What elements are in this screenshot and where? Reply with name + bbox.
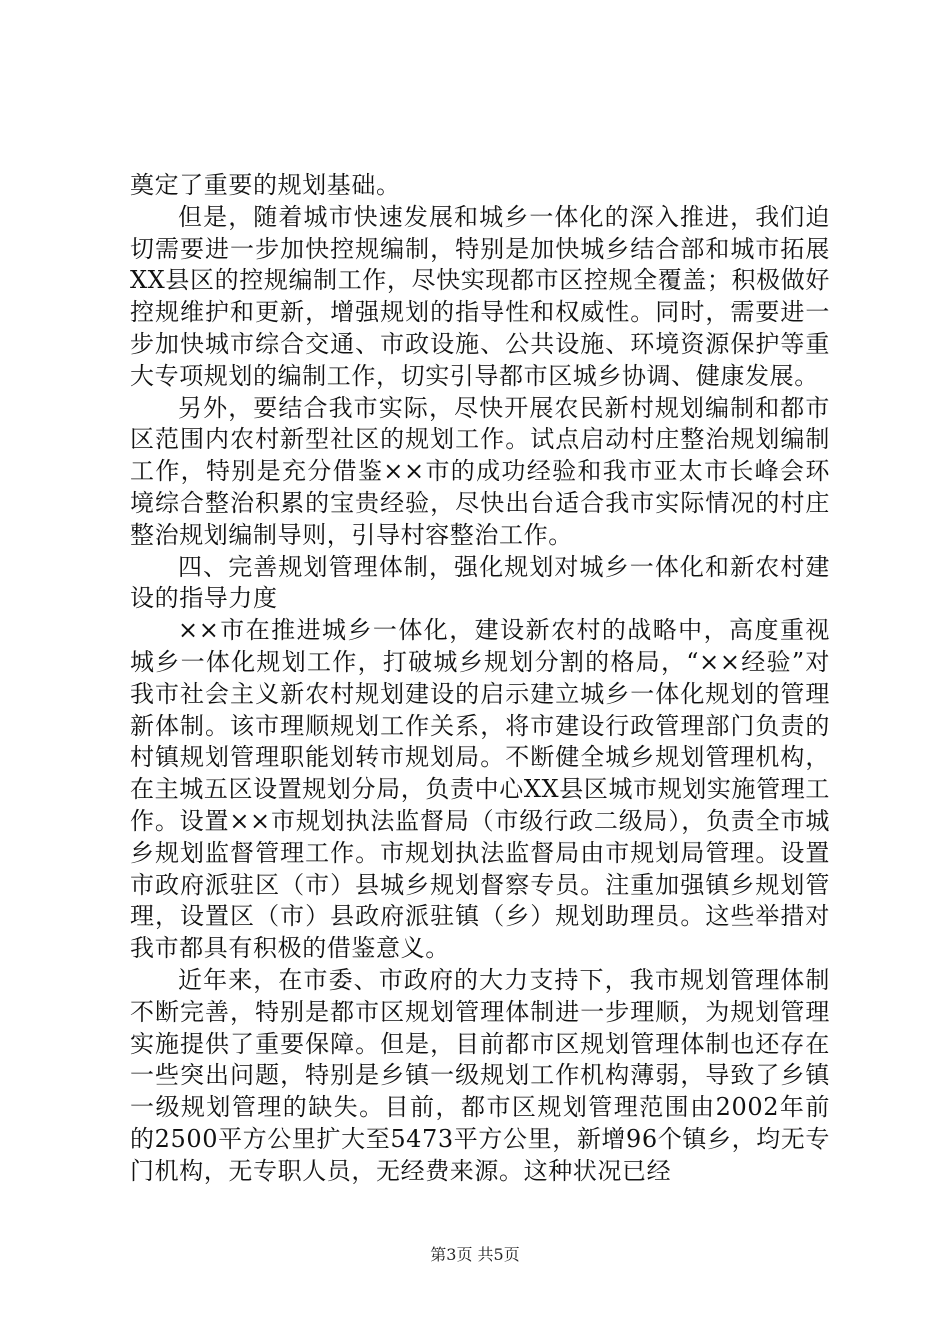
page-number-footer: 第3页 共5页: [430, 1245, 520, 1264]
paragraph-recent-years: 近年来，在市委、市政府的大力支持下，我市规划管理体制不断完善，特别是都市区规划管理体制进一步理顺，为规划管理实施提供了重要保障。但是，目前都市区规划管理体制也还存在一些突出问题，特别是乡镇一级规划工作机构薄弱，导致了乡镇一级规划管理的缺失。目前，都市区规划管理范围由2002年前的2500平方公里扩大至5473平方公里，新增96个镇乡，均无专门机构，无专职人员，无经费来源。这种状况已经: [130, 965, 830, 1185]
paragraph-village-planning: 另外，要结合我市实际，尽快开展农民新村规划编制和都市区范围内农村新型社区的规划工作。试点启动村庄整治规划编制工作，特别是充分借鉴××市的成功经验和我市亚太市长峰会环境综合整治积累的宝贵经验，尽快出台适合我市实际情况的村庄整治规划编制导则，引导村容整治工作。: [130, 393, 830, 549]
body-text: [130, 170, 830, 1188]
section-heading-four: 四、完善规划管理体制，强化规划对城乡一体化和新农村建设的指导力度: [130, 552, 830, 613]
paragraph-management-system: ××市在推进城乡一体化，建设新农村的战略中，高度重视城乡一体化规划工作，打破城乡规划分割的格局，“××经验”对我市社会主义新农村规划建设的启示建立城乡一体化规划的管理新体制。该市理顺规划工作关系，将市建设行政管理部门负责的村镇规划管理职能划转市规划局。不断健全城乡规划管理机构，在主城五区设置规划分局，负责中心XX县区城市规划实施管理工作。设置××市规划执法监督局（市级行政二级局），负责全市城乡规划监督管理工作。市规划执法监督局由市规划局管理。设置市政府派驻区（市）县城乡规划督察专员。注重加强镇乡规划管理，设置区（市）县政府派驻镇（乡）规划助理员。这些举措对我市都具有积极的借鉴意义。: [130, 616, 830, 963]
paragraph-continuation: 奠定了重要的规划基础。: [130, 171, 401, 199]
paragraph-control-planning: 但是，随着城市快速发展和城乡一体化的深入推进，我们迫切需要进一步加快控规编制，特别是加快城乡结合部和城市拓展XX县区的控规编制工作，尽快实现都市区控规全覆盖；积极做好控规维护和更新，增强规划的指导性和权威性。同时，需要进一步加快城市综合交通、市政设施、公共设施、环境资源保护等重大专项规划的编制工作，切实引导都市区城乡协调、健康发展。: [130, 202, 830, 390]
